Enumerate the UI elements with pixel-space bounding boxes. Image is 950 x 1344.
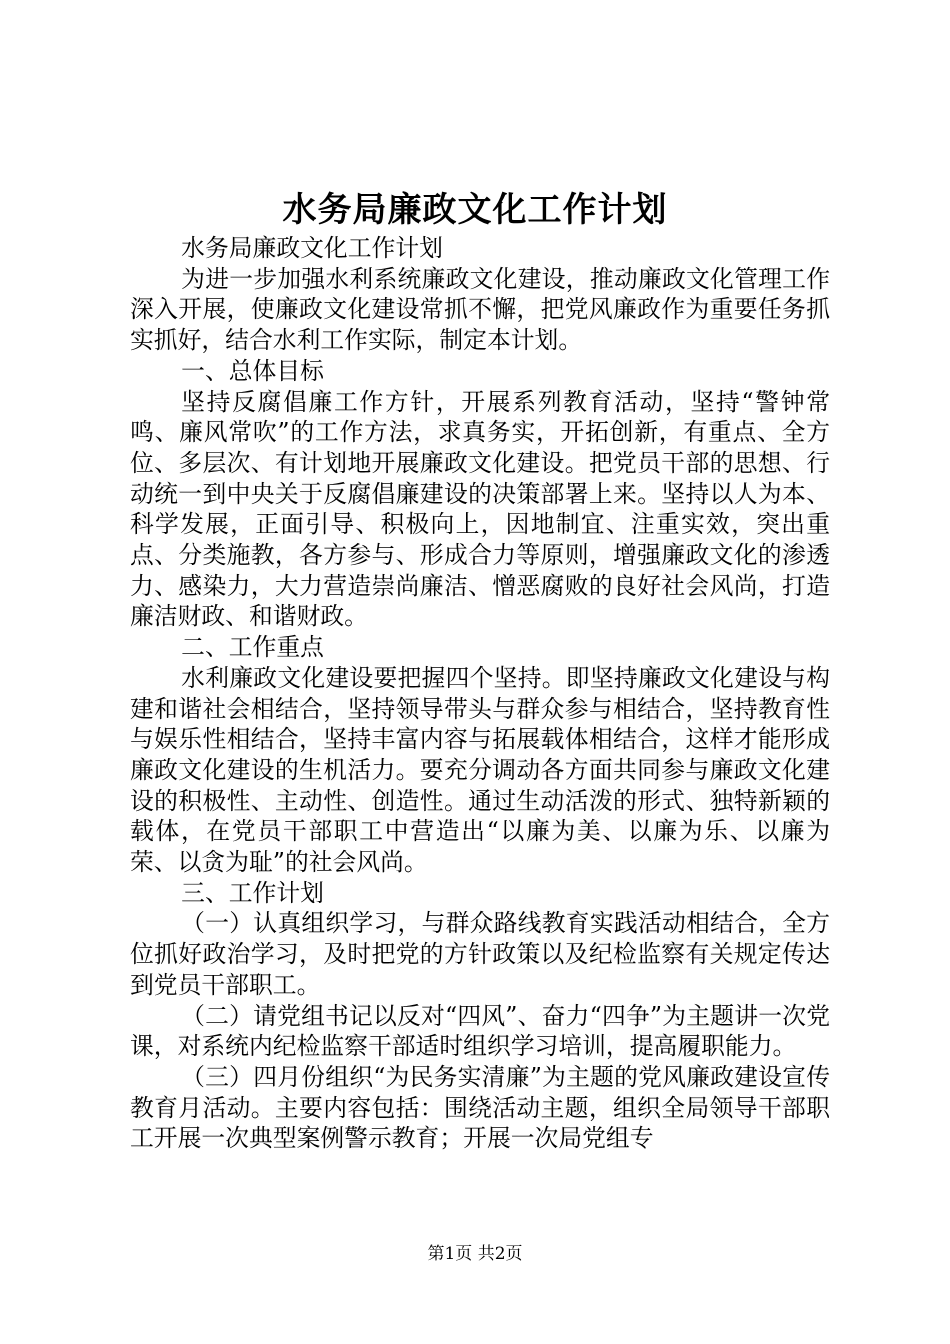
section-heading-overall-goal: 一、总体目标 — [181, 356, 324, 385]
paragraph-plan-item-1: （一）认真组织学习，与群众路线教育实践活动相结合，全方位抓好政治学习，及时把党的方针政策以及纪检监察有关规定传达到党员干部职工。 — [130, 909, 830, 999]
section-heading-work-focus: 二、工作重点 — [181, 633, 324, 662]
paragraph-overall-goal: 坚持反腐倡廉工作方针，开展系列教育活动，坚持“警钟常鸣、廉风常吹”的工作方法，求真务实，开拓创新，有重点、全方位、多层次、有计划地开展廉政文化建设。把党员干部的思想、行动统一到中央关于反腐倡廉建设的决策部署上来。坚持以人为本、科学发展，正面引导、积极向上，因地制宜、注重实效，突出重点、分类施教，各方参与、形成合力等原则，增强廉政文化的渗透力、感染力，大力营造崇尚廉洁、憎恶腐败的良好社会风尚，打造廉洁财政、和谐财政。 — [130, 387, 830, 631]
paragraph-plan-item-3: （三）四月份组织“为民务实清廉”为主题的党风廉政建设宣传教育月活动。主要内容包括：围绕活动主题，组织全局领导干部职工开展一次典型案例警示教育；开展一次局党组专 — [130, 1062, 830, 1153]
paragraph-intro: 为进一步加强水利系统廉政文化建设，推动廉政文化管理工作深入开展，使廉政文化建设常抓不懈，把党风廉政作为重要任务抓实抓好，结合水利工作实际，制定本计划。 — [130, 264, 830, 355]
paragraph-plan-item-2: （二）请党组书记以反对“四风”、奋力“四争”为主题讲一次党课，对系统内纪检监察干部适时组织学习培训，提高履职能力。 — [130, 1001, 830, 1061]
page-number-footer: 第1页 共2页 — [427, 1244, 523, 1264]
paragraph-work-focus: 水利廉政文化建设要把握四个坚持。即坚持廉政文化建设与构建和谐社会相结合，坚持领导带头与群众参与相结合，坚持教育性与娱乐性相结合，坚持丰富内容与拓展载体相结合，这样才能形成廉政文化建设的生机活力。要充分调动各方面共同参与廉政文化建设的积极性、主动性、创造性。通过生动活泼的形式、独特新颖的载体，在党员干部职工中营造出“以廉为美、以廉为乐、以廉为荣、以贪为耻”的社会风尚。 — [130, 663, 830, 877]
paragraph-subtitle: 水务局廉政文化工作计划 — [181, 234, 443, 262]
document-title: 水务局廉政文化工作计划 — [282, 190, 668, 230]
section-heading-work-plan: 三、工作计划 — [181, 878, 324, 907]
document-body — [130, 233, 830, 1154]
